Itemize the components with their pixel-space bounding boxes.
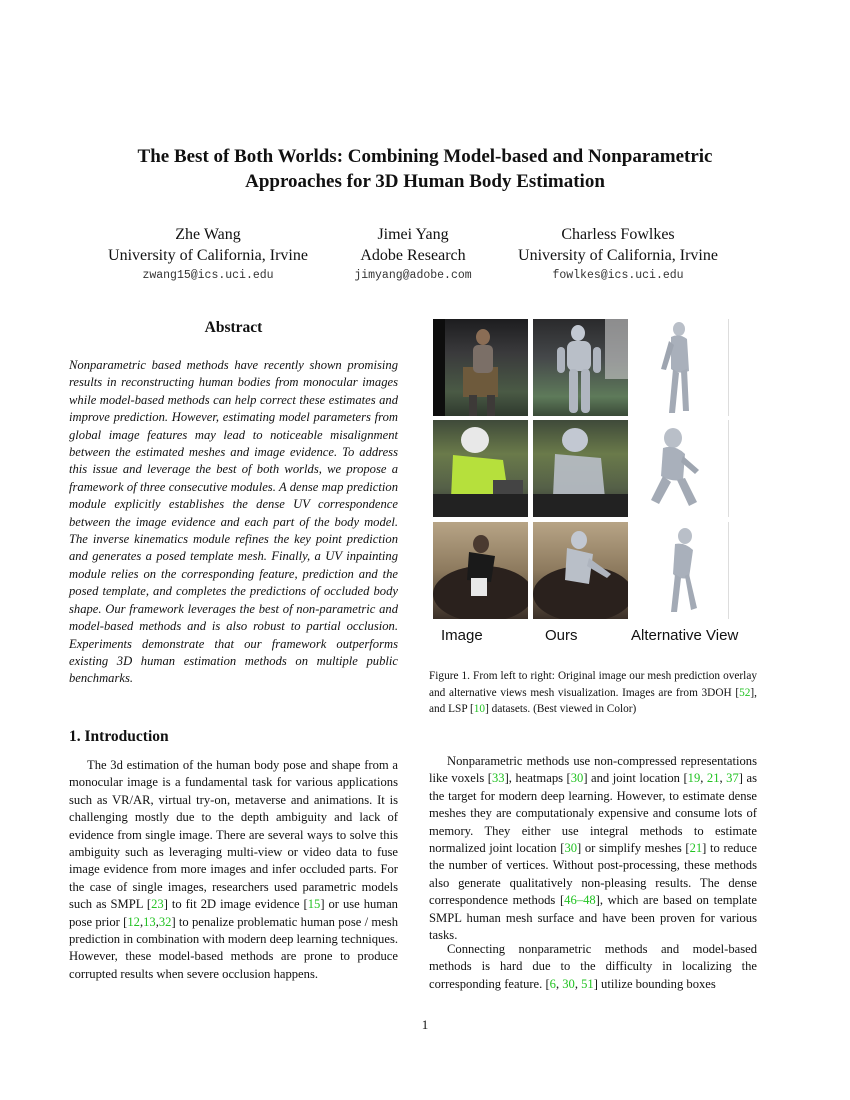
author-affiliation: Adobe Research (360, 247, 466, 264)
author-affiliation: University of California, Irvine (108, 247, 308, 264)
citation-link[interactable]: 52 (739, 686, 751, 699)
citation-link[interactable]: 30 (564, 841, 578, 856)
citation-link[interactable]: 12 (127, 914, 140, 929)
author-name: Jimei Yang (377, 226, 449, 243)
right-paragraph-2: Connecting nonparametric methods and model-based methods is hard due to the difficulty in localizing the corresponding feature. [6, 30, 51] utilize bounding boxes (429, 942, 757, 991)
title-line-1: The Best of Both Worlds: Combining Model-based and Nonparametric (137, 146, 713, 167)
citation-link[interactable]: 19 (687, 771, 701, 786)
figure-altview-row1 (633, 319, 729, 416)
intro-paragraph-1: The 3d estimation of the human body pose and shape from a monocular image is a fundamental task for various applications such as VR/AR, virtual try-on, metaverse and animations. It is challenging mostly due to the depth ambiguity and lack of evidence from single image. There are several ways to solve this ambiguity such as leveraging multi-view or video data to fuse image evidence from more images and infer occluded parts. For the case of single images, researchers used parametric models such as SMPL [23] to fit 2D image evidence [15] or use human pose prior [12,13,32] to penalize problematic human pose / mesh prediction in combination with modern deep learning techniques. However, these model-based methods are prone to produce corrupted results when severe occlusion happens. (69, 758, 398, 981)
citation-link[interactable]: 6 (549, 976, 556, 991)
author-block-1 (88, 224, 328, 286)
figure-image-row2 (433, 420, 528, 517)
citation-link[interactable]: 51 (581, 976, 594, 991)
citation-link[interactable]: 32 (158, 914, 172, 929)
author-email[interactable]: jimyang@adobe.com (354, 269, 472, 282)
figure-altview-row3 (633, 522, 729, 619)
abstract-text: Nonparametric based methods have recently shown promising results in reconstructing human bodies from monocular images while model-based methods can help correct these estimates and improve prediction. However, estimating model parameters from global image features may lead to noticeable misalignment between the estimated meshes and image evidence. To address this issue and leverage the best of both worlds, we propose a framework of three consecutive modules. A dense map prediction module explicitly establishes the dense UV correspondence between the image evidence and each part of the body model. The inverse kinematics module refines the key point prediction and generates a posed template mesh. Finally, a UV inpainting module relies on the corresponding feature, prediction and the posed template, and completes the predictions of occluded body shape. Our framework leverages the best of non-parametric and model-based methods and is also robust to partial occlusion. Experiments demonstrate that our framework outperforms existing 3D human estimation methods on multiple public benchmarks. (69, 358, 398, 686)
author-name: Charless Fowlkes (561, 226, 675, 243)
author-block-2 (293, 224, 533, 286)
citation-link[interactable]: 15 (307, 897, 321, 912)
introduction-heading: 1. Introduction (69, 728, 169, 745)
citation-link[interactable]: 21 (689, 841, 703, 856)
citation-link[interactable]: 46–48 (564, 893, 596, 908)
author-email[interactable]: zwang15@ics.uci.edu (142, 269, 274, 282)
figure-altview-row2 (633, 420, 729, 517)
page-number: 1 (421, 1017, 429, 1032)
title-line-2: Approaches for 3D Human Body Estimation (245, 171, 605, 192)
citation-link[interactable]: 37 (726, 771, 739, 786)
figure-image-row1 (433, 319, 528, 416)
figure-label-alternative-view: Alternative View (631, 627, 739, 644)
figure-ours-row2 (533, 420, 628, 517)
paper-title (60, 144, 790, 194)
author-name: Zhe Wang (175, 226, 241, 243)
abstract-heading: Abstract (204, 319, 263, 336)
figure-image-row3 (433, 522, 528, 619)
citation-link[interactable]: 10 (473, 703, 486, 715)
right-paragraph-1: Nonparametric methods use non-compressed representations like voxels [33], heatmaps [30] and joint location [19, 21, 37] as the target for modern deep learning. However, to estimate dense meshes they are computationaly expensive and consume lots of memory. They either use integral methods to estimate normalized joint location [30] or simplify meshes [21] to reduce the number of vertices. Without post-processing, these methods also generate qualitatively non-pleasing results. The dense correspondence methods [46–48], which are based on template SMPL human mesh surface and have been proven for various tasks. (429, 754, 758, 943)
figure-ours-row3 (533, 522, 628, 619)
figure-label-image: Image (441, 627, 483, 644)
citation-link[interactable]: 23 (151, 897, 164, 912)
figure-label-ours: Ours (545, 627, 578, 644)
author-email[interactable]: fowlkes@ics.uci.edu (552, 269, 684, 282)
citation-link[interactable]: 33 (492, 771, 505, 786)
author-block-3 (498, 224, 738, 286)
citation-link[interactable]: 30 (570, 771, 584, 786)
citation-link[interactable]: 30 (562, 976, 575, 991)
figure-1 (433, 319, 753, 619)
figure-ours-row1 (533, 319, 628, 416)
author-affiliation: University of California, Irvine (518, 247, 718, 264)
citation-link[interactable]: 13 (143, 914, 156, 929)
citation-link[interactable]: 21 (706, 771, 720, 786)
figure-caption: Figure 1. From left to right: Original image our mesh prediction overlay and alternative views mesh visualization. Images are from 3DOH [52], and LSP [10] datasets. (Best viewed in Color) (429, 670, 757, 715)
